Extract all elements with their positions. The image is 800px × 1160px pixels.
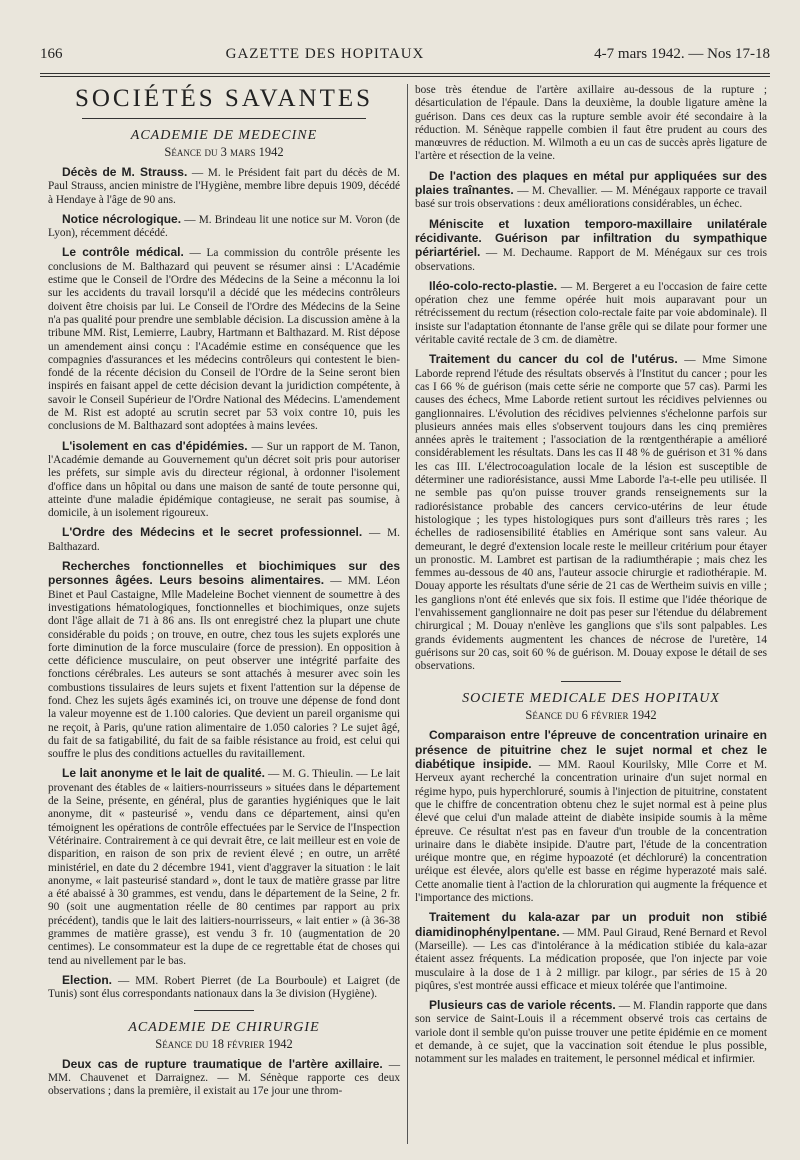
article-paragraph bbox=[48, 1058, 400, 1099]
article-paragraph bbox=[48, 526, 400, 554]
header-rule bbox=[40, 73, 770, 74]
article-text: — M. Bergeret a eu l'occasion de faire cette opération chez une femme opérée huit mois auparavant pour un rétrécissement du rectum (résection colo-rectale faite par voie abdominale). Il insiste sur l'adaptation étonnante de l'anse grêle qui se dilate pour former une véritable cavité rectale de 3 cm. de diamètre. bbox=[415, 280, 767, 347]
article-paragraph bbox=[415, 280, 767, 347]
article-paragraph bbox=[48, 246, 400, 433]
article-lead: Comparaison entre l'épreuve de concentration urinaire en présence de pituitrine chez le sujet normal et chez le diabétique insipide. bbox=[415, 728, 767, 772]
article-text: — Mme Simone Laborde reprend l'étude des résultats observés à l'Institut du cancer ; pour les cas I 66 % de guérison (mais cette série ne comporte que 57 cas). Parmi les causes des échecs, Mme Laborde retient surtout les récidives pelviennes ou ganglionnaires. L'évolution des récidives pelviennes s'échelonne parfois sur plusieurs années mais elles s'observent toujours dans les cinq premières années après le traitement ; l'association de la rœntgenthérapie a amélioré considérablement les résultats. Dans les cas II 48 % de guérison et 31 % dans les cas III. L'électrocoagulation locale de la lésion est susceptible de déterminer une radiorésistance, aussi Mme Laborde l'a-t-elle peu utilisée. Il ne semble pas qu'on puisse trouver grands renseignements sur la radiorésistance probable des cancers cervico-utérins de leur étude histologique ; les types histologiques purs sont d'ailleurs très rares ; les échelles de radiosensibilité établies en Amérique sont sans valeur. Au demeurant, le degré d'extension locale reste le meilleur critérium pour étayer un pronostic. M. Lambret est partisan de la radiumthérapie ; mais chez les femmes au-dessous de 40 ans, l'auteur associe chirurgie et radiothérapie. M. Douay apporte les résultats d'une série de 21 cas de Wertheim suivis en ville ; les ganglions n'ont été enlevés que six fois. Il estime que l'idée théorique de l'envahissement ganglionnaire ne doit pas peser sur l'étendue du délabrement chirurgical ; M. Douay n'enlève les ganglions que s'ils sont palpables. Les grands évidements augmentent les chances de nécrose de l'uretère, 14 guérisons sur 20 cas, soit 60 % de guérison. M. Douay expose le détail de ses observations. bbox=[415, 354, 767, 673]
article-lead: Décès de M. Strauss. bbox=[62, 165, 188, 179]
article-lead: Election. bbox=[62, 972, 113, 987]
article-text: — M. Flandin rapporte que dans son service de Saint-Louis il a récemment observé trois cas certains de variole dont il semble qu'on puisse trouver une petite épidémie en ce moment et demande, à ce sujet, que la vaccination soit étendue le plus possible, notamment sur les malades en traitement, le personnel médical et infirmier. bbox=[415, 1000, 767, 1066]
article-paragraph bbox=[415, 999, 767, 1066]
article-text: — M. Chevallier. — M. Ménégaux rapporte ce travail basé sur trois observations : deux améliorations considérables, un échec. bbox=[415, 185, 767, 211]
section-heading-academie-medecine: ACADEMIE DE MEDECINE bbox=[130, 128, 318, 143]
article-text: — MM. Paul Giraud, René Bernard et Revol (Marseille). — Les cas d'intolérance à la médication stibiée du kala-azar étaient assez fréquents. La médication proposée, que l'on injecte par voie musculaire à la dose de 1 à 2 milligr. par kilogr., par séries de 15 à 20 piqûres, s'est montrée aussi efficace et mieux tolérée que l'antimoine. bbox=[415, 926, 767, 992]
journal-title: GAZETTE DES HOPITAUX bbox=[225, 46, 425, 62]
article-text: — M. G. Thieulin. — Le lait provenant des étables de « laitiers-nourrisseurs » situées dans le département de la Seine, présente, en général, plus de garanties hygiéniques que le lait anonyme, dit « pasteurisé », vendu dans ce département, ainsi qu'en témoignent les opérations de contrôle effectuées par le Service de l'Inspection Vétérinaire. Contrairement à ce qui devrait être, ce lait meilleur est en voie de disparition, en raison de son prix de revient élevé ; en outre, un arrêté ministériel, en date du 2 décembre 1941, vient d'aggraver la situation : le lait anonyme, « lait pasteurisé standard », dont le taux de matière grasse par litre a été abaissé à 30 grammes, est vendu, dans le département de la Seine, 2 fr. 90 (soit une augmentation réelle de 80 centimes par rapport au prix précédent), tandis que le lait des laitiers-nourrisseurs, « lait entier » (à 36-38 grammes de matière grasse), est vendu 3 fr. 10 (augmentation de 20 centimes). Le consommateur est la dupe de ce regrettable état de choses qui tend au nivellement par le bas. bbox=[48, 768, 400, 967]
article-lead: L'Ordre des Médecins et le secret professionnel. bbox=[62, 525, 363, 540]
article-lead: L'isolement en cas d'épidémies. bbox=[62, 438, 248, 453]
article-paragraph bbox=[48, 166, 400, 207]
article-text: — MM. Robert Pierret (de La Bourboule) et Laigret (de Tunis) sont élus correspondants nationaux dans la 3e division (Hygiène). bbox=[48, 974, 400, 1001]
section-separator bbox=[194, 1010, 254, 1011]
article-lead: Deux cas de rupture traumatique de l'artère axillaire. bbox=[62, 1056, 383, 1071]
article-paragraph bbox=[48, 767, 400, 967]
article-paragraph bbox=[48, 213, 400, 241]
continued-text: bose très étendue de l'artère axillaire au-dessous de la rupture ; désarticulation de l'épaule. Dans la deuxième, la double ligature amène la guérison. Dans ces deux cas la rupture semble avoir été secondaire à la réduction. M. Sénèque rappelle combien il faut être prudent au cours des manœuvres de réduction. M. Wilmoth a eu un cas de succès après ligature de l'artère et résection de la veine. bbox=[415, 84, 767, 163]
article-text: — MM. Chauvenet et Darraignez. — M. Sénèque rapporte ces deux observations ; dans la première, il existait au 17e jour une throm- bbox=[48, 1058, 400, 1098]
article-lead: Notice nécrologique. bbox=[62, 211, 182, 226]
left-column bbox=[48, 84, 400, 1098]
article-lead: Méniscite et luxation temporo-maxillaire unilatérale récidivante. Guérison par infiltration du sympathique périartériel. bbox=[415, 216, 767, 260]
page-header bbox=[40, 46, 770, 70]
header-rule-double bbox=[40, 76, 770, 77]
article-text: — La commission du contrôle présente les conclusions de M. Balthazard qui peuvent se résumer ainsi : L'Académie estime que le Conseil de l'Ordre des Médecins de la Seine a méconnu la loi sur les accidents du travail lorsqu'il a décidé que les médecins contrôleurs doivent être choisis par lui. Le Conseil de l'Ordre des Médecins de la Seine n'a pas qualité pour prendre une semblable décision. La discussion amène à la tribune MM. Rist, Lemierre, Laubry, Hartmann et Balthazard. M. Rist dépose un amendement ainsi conçu : l'Académie estime en conséquence que les compagnies d'assurances et les médecins contrôleurs qui contestent le bien-fondé de la récente décision du Conseil de l'Ordre de la Seine seront bien inspirés en faisant appel de cette décision devant la juridiction compétente, à savoir le Conseil Supérieur de l'Ordre National des Médecins. L'amendement de M. Rist est adopté au scrutin secret par 53 voix contre 10, puis les conclusions de M. Balthazard sont adoptées à mains levées. bbox=[48, 247, 400, 433]
section-heading-academie-chirurgie: ACADEMIE DE CHIRURGIE bbox=[128, 1019, 320, 1035]
article-paragraph bbox=[48, 560, 400, 761]
article-lead: Iléo-colo-recto-plastie. bbox=[429, 278, 558, 293]
article-paragraph bbox=[415, 911, 767, 993]
article-text: — MM. Raoul Kourilsky, Mlle Corre et M. Herveux ayant recherché la concentration urinaire d'un sujet normal en régime hypo, puis hyperchloruré, soumis à l'injection de pituitrine, constatent que le chiffre de concentration obtenu chez le sujet normal est à peine plus élevé que celui d'un malade atteint de diabète insipide soumis à la même épreuve. Ce résultat n'est pas en faveur d'un trouble de la concentration urinaire dans le diabète insipide. D'autre part, l'étude de la concentration uréique montre que, en régime hypoazoté (et déchloruré) la concentration uréique est élevée, alors qu'elle est basse en régime hyperazoté mais salé. Cette anomalie tient à l'action de la chloruration qui augmente la fréquence et l'importance des mictions. bbox=[415, 759, 768, 905]
article-paragraph bbox=[415, 218, 767, 274]
session-date: Séance du 3 mars 1942 bbox=[164, 145, 284, 159]
article-text: — M. Dechaume. Rapport de M. Ménégaux sur ces trois observations. bbox=[415, 247, 767, 273]
section-heading-societe-medicale: SOCIETE MEDICALE DES HOPITAUX bbox=[462, 691, 720, 707]
article-paragraph bbox=[48, 974, 400, 1002]
article-paragraph bbox=[415, 170, 767, 212]
main-title: SOCIÉTÉS SAVANTES bbox=[74, 85, 374, 112]
article-text: — Sur un rapport de M. Tanon, l'Académie demande au Gouvernement qu'un décret soit pris pour autoriser les préfets, sur simple avis du directeur régional, à ordonner l'isolement d'office dans un hôpital ou dans une maison de santé de toute personne qui, atteinte d'une maladie épidémique contagieuse, ne serait pas soumise, à domicile, à un isolement rigoureux. bbox=[48, 440, 401, 520]
session-date: Séance du 18 février 1942 bbox=[155, 1036, 293, 1051]
article-text: — MM. Léon Binet et Paul Castaigne, Mlle Madeleine Bochet viennent de soumettre à des investigations hématologiques, fonctionnelles et biochimiques, onze sujets dont l'âge allait de 71 à 86 ans. Ils ont enregistré chez la plupart une chute considérable du poids ; on trouve, en outre, chez tous les sujets explorés une forte diminution de la force musculaire (force de pression). En opposition à cette déficience musculaire, on peut observer une intégrité parfaite des fonctions cérébrales. Les auteurs se sont attachés à mesurer avec soin les combustions tissulaires de leurs sujets et fixent l'attention sur la dépense de fond. Chez les sujets âgés examinés ici, on trouve une dépense de fond dont la valeur moyenne est de 1.100 calories. Que devient un pareil organisme qui ne reçoit, à Paris, qu'une ration alimentaire de 1.050 calories ? Le sujet âgé, du fait de sa fatigabilité, du fait de sa faible résistance au froid, est celui qui souffre le plus des conditions actuelles du ravitaillement. bbox=[48, 575, 400, 761]
title-rule bbox=[82, 118, 366, 119]
article-lead: Le contrôle médical. bbox=[62, 245, 184, 260]
article-lead: Traitement du cancer du col de l'utérus. bbox=[429, 352, 678, 367]
article-lead: Le lait anonyme et le lait de qualité. bbox=[62, 766, 265, 781]
article-lead: Traitement du kala-azar par un produit non stibié diamidinophénylpentane. bbox=[415, 910, 767, 939]
issue-date: 4-7 mars 1942. — Nos 17-18 bbox=[594, 46, 770, 62]
article-lead: Plusieurs cas de variole récents. bbox=[429, 998, 616, 1013]
article-text: — M. le Président fait part du décès de M. Paul Strauss, ancien ministre de l'Hygiène, membre libre depuis 1909, décédé à Hendaye à l'âge de 90 ans. bbox=[48, 167, 401, 206]
article-text: — M. Balthazard. bbox=[48, 527, 400, 553]
article-lead: Recherches fonctionnelles et biochimiques sur des personnes âgées. Leurs besoins alimentaires. bbox=[48, 559, 400, 588]
article-text: — M. Brindeau lit une notice sur M. Voron (de Lyon), récemment décédé. bbox=[48, 213, 401, 240]
page-number: 166 bbox=[40, 46, 63, 62]
column-divider bbox=[407, 84, 408, 1144]
article-paragraph bbox=[415, 353, 767, 673]
right-column bbox=[415, 84, 767, 1067]
session-date: Séance du 6 février 1942 bbox=[525, 708, 657, 723]
article-lead: De l'action des plaques en métal pur appliquées sur des plaies traînantes. bbox=[415, 168, 767, 198]
article-paragraph bbox=[415, 729, 767, 905]
article-paragraph bbox=[48, 440, 400, 521]
section-separator bbox=[561, 681, 621, 682]
